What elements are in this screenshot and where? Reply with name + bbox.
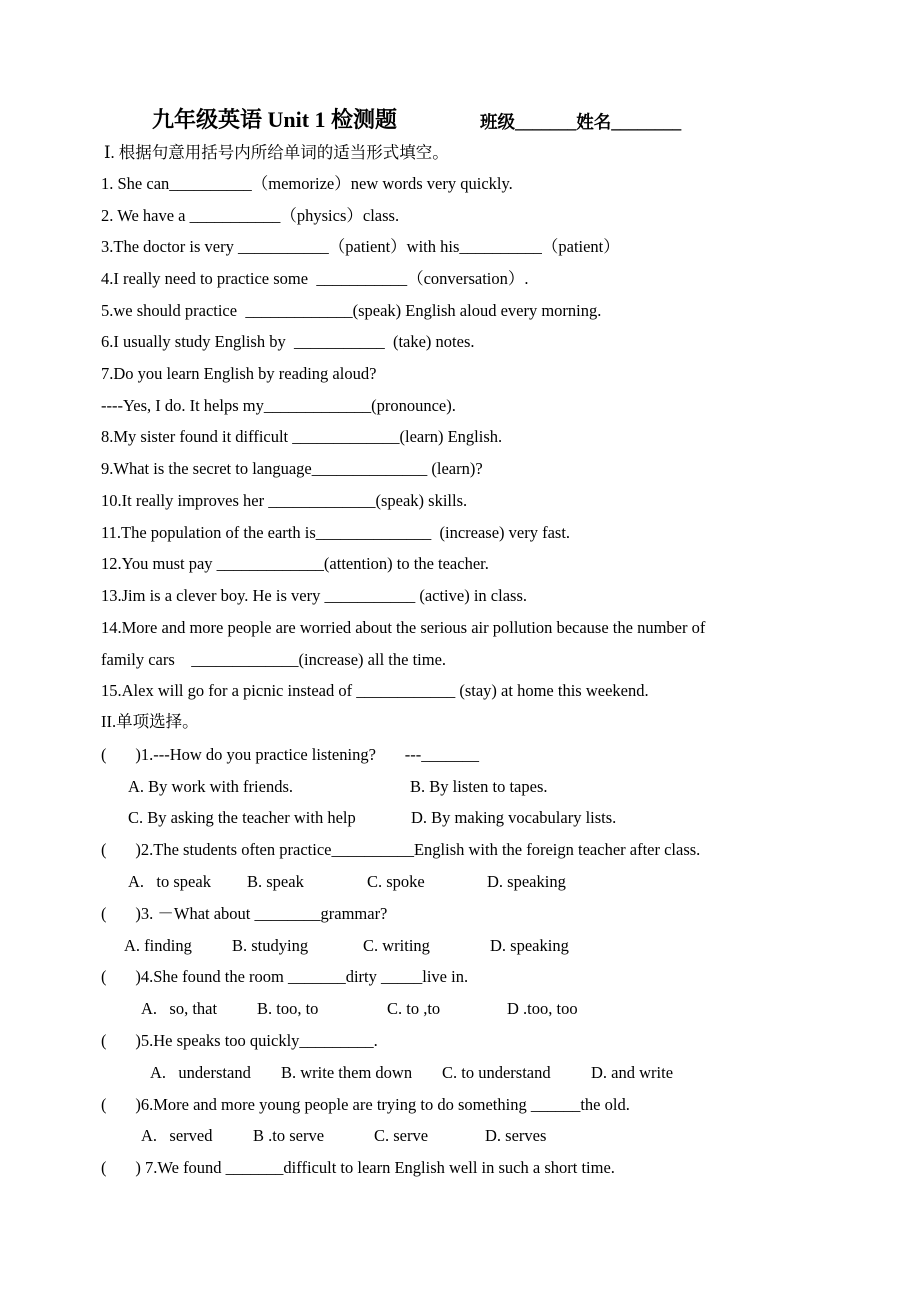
fill-item-10: 10.It really improves her _____________(speak) skills. xyxy=(101,491,468,510)
class-name-fields: 班级_______姓名________ xyxy=(480,112,682,132)
q4-option-d: D .too, too xyxy=(507,999,578,1018)
fill-item-5: 5.we should practice _____________(speak) English aloud every morning. xyxy=(101,301,602,320)
page-title: 九年级英语 Unit 1 检测题 xyxy=(152,107,398,132)
section2-heading: II.单项选择。 xyxy=(101,712,199,731)
q4-option-c: C. to ,to xyxy=(387,999,441,1018)
fill-item-13: 13.Jim is a clever boy. He is very ___________ (active) in class. xyxy=(101,586,527,605)
q5-option-d: D. and write xyxy=(591,1063,674,1082)
q6-option-a: A. served xyxy=(141,1126,213,1145)
q4-option-a: A. so, that xyxy=(141,999,218,1018)
q5-option-b: B. write them down xyxy=(281,1063,413,1082)
choice-question-1: ( )1.---How do you practice listening? ---_______ xyxy=(101,745,480,764)
choice-question-2: ( )2.The students often practice__________English with the foreign teacher after class. xyxy=(101,840,701,859)
fill-item-1: 1. She can__________（memorize）new words very quickly. xyxy=(101,174,513,193)
section1-heading: Ⅰ. 根据句意用括号内所给单词的适当形式填空。 xyxy=(104,143,449,162)
fill-item-6: 6.I usually study English by ___________ (take) notes. xyxy=(101,332,475,351)
fill-item-14-cont: family cars _____________(increase) all the time. xyxy=(101,650,447,669)
choice-question-3: ( )3. －What about ________grammar? xyxy=(101,904,388,923)
fill-item-12: 12.You must pay _____________(attention) to the teacher. xyxy=(101,554,489,573)
choice-question-5: ( )5.He speaks too quickly_________. xyxy=(101,1031,378,1050)
q1-option-d: D. By making vocabulary lists. xyxy=(411,808,617,827)
fill-item-14: 14.More and more people are worried about the serious air pollution because the number of xyxy=(101,618,706,637)
q6-option-c: C. serve xyxy=(374,1126,429,1145)
q1-option-a: A. By work with friends. xyxy=(128,777,293,796)
q6-option-d: D. serves xyxy=(485,1126,547,1145)
choice-question-4: ( )4.She found the room _______dirty _____live in. xyxy=(101,967,469,986)
q5-option-a: A. understand xyxy=(150,1063,251,1082)
choice-question-7: ( ) 7.We found _______difficult to learn English well in such a short time. xyxy=(101,1158,615,1177)
q1-option-b: B. By listen to tapes. xyxy=(410,777,548,796)
q2-option-c: C. spoke xyxy=(367,872,425,891)
fill-item-3: 3.The doctor is very ___________（patient）with his__________（patient） xyxy=(101,237,620,256)
q2-option-d: D. speaking xyxy=(487,872,566,891)
q5-option-c: C. to understand xyxy=(442,1063,551,1082)
fill-item-4: 4.I really need to practice some ___________（conversation）. xyxy=(101,269,529,288)
q3-option-a: A. finding xyxy=(124,936,192,955)
fill-item-7: 7.Do you learn English by reading aloud? xyxy=(101,364,377,383)
q1-option-c: C. By asking the teacher with help xyxy=(128,808,356,827)
q6-option-b: B .to serve xyxy=(253,1126,325,1145)
fill-item-7-answer: ----Yes, I do. It helps my_____________(pronounce). xyxy=(101,396,456,415)
fill-item-2: 2. We have a ___________（physics）class. xyxy=(101,206,400,225)
choice-question-6: ( )6.More and more young people are trying to do something ______the old. xyxy=(101,1095,630,1114)
q3-option-b: B. studying xyxy=(232,936,309,955)
fill-item-8: 8.My sister found it difficult _____________(learn) English. xyxy=(101,427,503,446)
q3-option-c: C. writing xyxy=(363,936,430,955)
q4-option-b: B. too, to xyxy=(257,999,319,1018)
fill-item-9: 9.What is the secret to language______________ (learn)? xyxy=(101,459,483,478)
q2-option-b: B. speak xyxy=(247,872,304,891)
q2-option-a: A. to speak xyxy=(128,872,211,891)
fill-item-15: 15.Alex will go for a picnic instead of ____________ (stay) at home this weekend. xyxy=(101,681,649,700)
fill-item-11: 11.The population of the earth is______________ (increase) very fast. xyxy=(101,523,571,542)
q3-option-d: D. speaking xyxy=(490,936,569,955)
